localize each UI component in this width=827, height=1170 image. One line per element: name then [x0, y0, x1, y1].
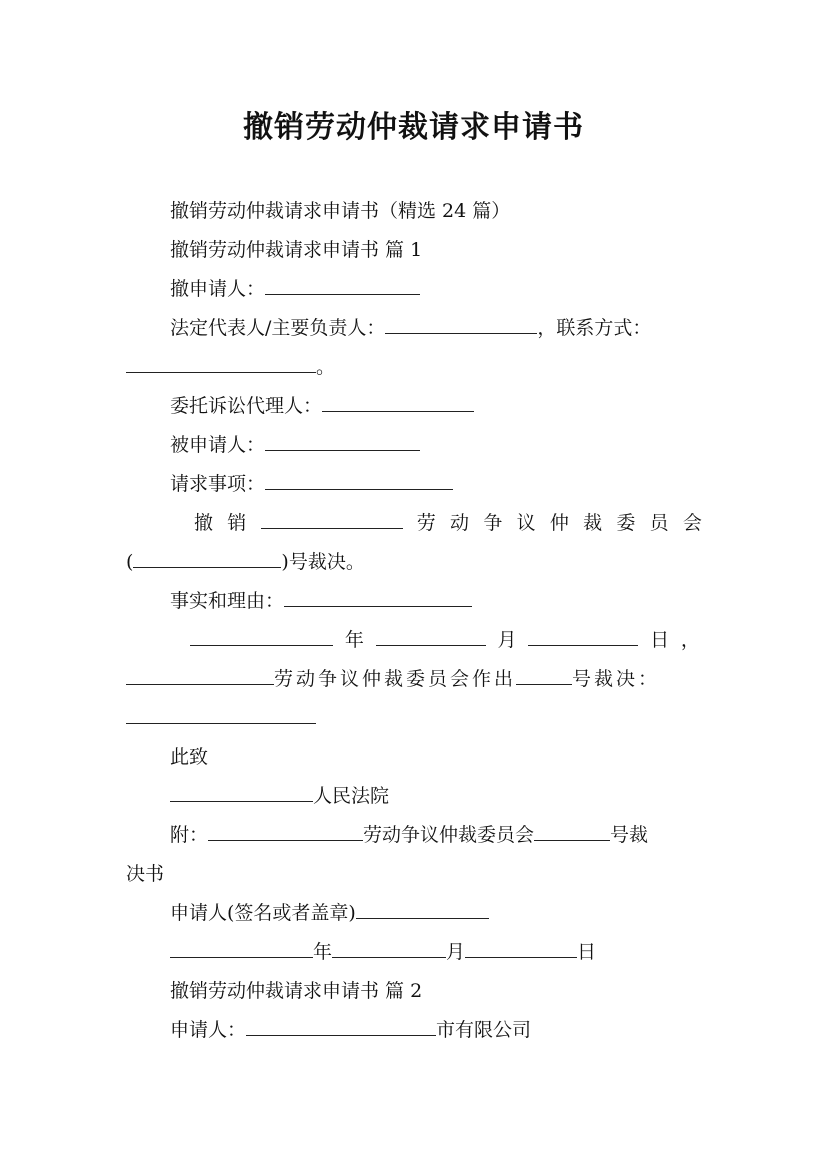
legal-rep-label: 法定代表人/主要负责人： [170, 317, 386, 339]
section-heading-1: 撤销劳动仲裁请求申请书 篇 1 [170, 239, 423, 261]
respectfully-line: 此致 [170, 746, 209, 768]
fill-blank [126, 666, 274, 685]
date-ruling-line [190, 627, 700, 653]
ruling-no-text: 号裁决： [572, 668, 661, 690]
signature-label: 申请人(签名或者盖章) [170, 902, 356, 924]
intro-line: 撤销劳动仲裁请求申请书（精选 24 篇） [170, 200, 511, 222]
request-items-line [170, 471, 750, 497]
ruling-text: )号裁决。 [281, 551, 365, 573]
attachment-committee: 劳动争议仲裁委员会 [363, 824, 535, 846]
section-heading-2: 撤销劳动仲裁请求申请书 篇 2 [170, 980, 423, 1002]
fill-blank [126, 354, 316, 373]
facts-line [170, 588, 750, 614]
respondent-label: 被申请人： [170, 434, 266, 456]
fill-blank [516, 666, 572, 685]
fill-blank [284, 588, 472, 607]
fill-blank [465, 939, 577, 958]
fill-blank [126, 705, 316, 724]
made-by-committee-text: 劳动争议仲裁委员会作出 [274, 668, 517, 690]
applicant-label: 申请人： [170, 1019, 247, 1041]
fill-blank [322, 393, 474, 412]
facts-label: 事实和理由： [170, 590, 285, 612]
ruling-line [126, 549, 706, 575]
fill-blank [133, 549, 281, 568]
committee-char: 劳 [416, 512, 436, 534]
fill-blank [376, 627, 486, 646]
contact-label: ，联系方式： [537, 317, 652, 339]
committee-char: 委 [616, 512, 636, 534]
respondent-applicant-line [170, 276, 750, 302]
period-mark: 。 [316, 356, 336, 378]
agent-line [170, 393, 750, 419]
fill-blank [190, 627, 333, 646]
date-year-label: 年 [313, 941, 333, 963]
fill-blank [265, 276, 420, 295]
fill-blank [534, 822, 610, 841]
fill-blank [385, 315, 537, 334]
respondent-line [170, 432, 750, 458]
document-title: 撤销劳动仲裁请求申请书 [243, 110, 584, 145]
applicant-line [170, 1017, 750, 1043]
fill-blank [170, 939, 313, 958]
fill-blank [332, 939, 446, 958]
fill-blank [356, 900, 489, 919]
fill-blank [265, 471, 453, 490]
fill-blank [170, 783, 313, 802]
month-label: 月 [497, 629, 517, 651]
paren-open: ( [126, 551, 134, 573]
committee-char: 仲 [549, 512, 569, 534]
committee-char: 员 [649, 512, 669, 534]
committee-char: 裁 [583, 512, 603, 534]
court-label: 人民法院 [313, 785, 390, 807]
contact-continuation-line [126, 354, 706, 380]
date-month-label: 月 [446, 941, 466, 963]
company-label: 市有限公司 [436, 1019, 532, 1041]
ruling-content-line [126, 705, 706, 731]
attachment-line [170, 822, 750, 848]
ruling-doc-line: 决书 [126, 863, 165, 885]
fill-blank [528, 627, 638, 646]
fill-blank [265, 432, 420, 451]
year-label: 年 [344, 629, 364, 651]
respondent-applicant-label: 撤申请人： [170, 278, 266, 300]
committee-char: 动 [450, 512, 470, 534]
committee-char: 议 [516, 512, 536, 534]
revoke-line [194, 510, 702, 536]
committee-char: 会 [682, 512, 702, 534]
committee-char: 争 [483, 512, 503, 534]
comma-mark: ， [680, 629, 700, 651]
attachment-label: 附： [170, 824, 209, 846]
signature-date-line [170, 939, 750, 965]
fill-blank [261, 510, 403, 529]
legal-rep-line [170, 315, 750, 341]
request-items-label: 请求事项： [170, 473, 266, 495]
fill-blank [246, 1017, 436, 1036]
date-day-label: 日 [577, 941, 597, 963]
fill-blank [208, 822, 363, 841]
agent-label: 委托诉讼代理人： [170, 395, 323, 417]
ruling-tail: 号裁 [610, 824, 649, 846]
committee-made-line [126, 666, 706, 692]
signature-line [170, 900, 750, 926]
revoke-char-1: 撤 [194, 512, 214, 534]
day-label: 日 [650, 629, 670, 651]
court-line [170, 783, 750, 809]
revoke-char-2: 销 [227, 512, 247, 534]
